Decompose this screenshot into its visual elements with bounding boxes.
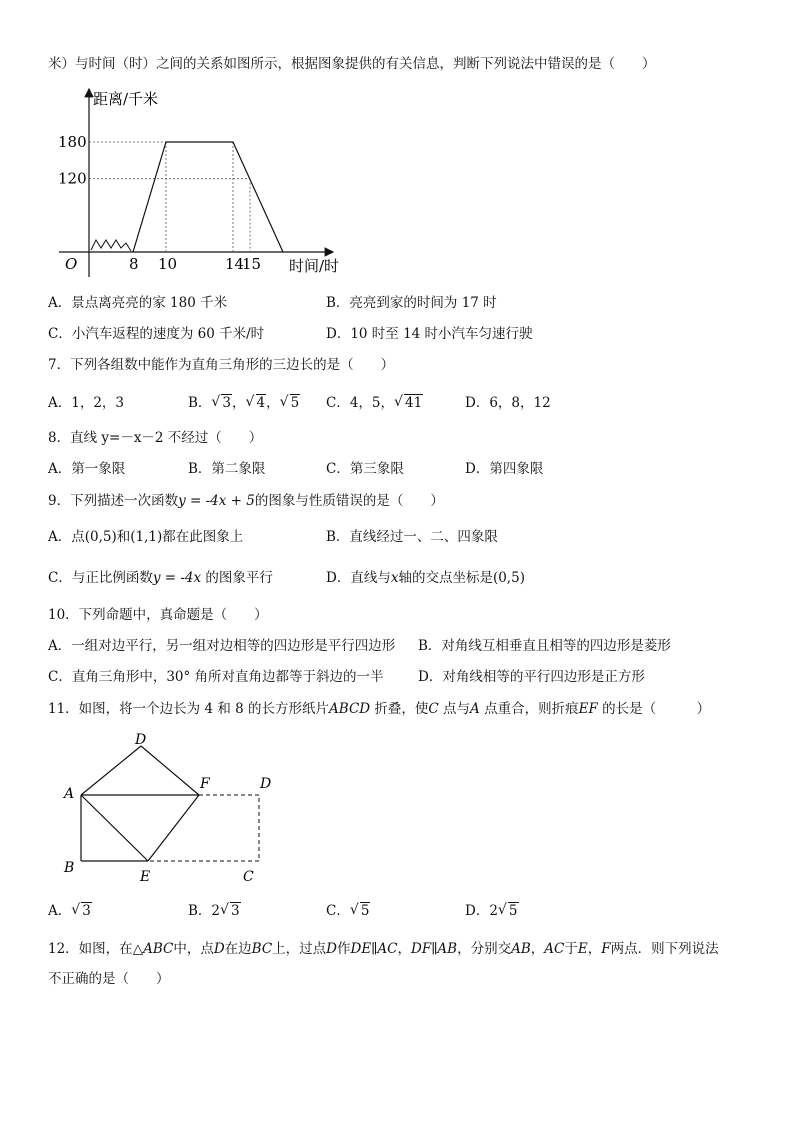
crease-ef xyxy=(148,795,199,861)
distance-series-line xyxy=(133,142,283,252)
q6-option-d[interactable]: D．10 时至 14 时小汽车匀速行驶 xyxy=(326,326,533,342)
q7-option-d[interactable]: D．6，8，12 xyxy=(465,395,551,411)
q11-option-a[interactable]: A．√ 3 xyxy=(48,902,92,920)
q11-option-b[interactable]: B．2√ 3 xyxy=(188,902,241,920)
y-axis-label: 距离/千米 xyxy=(93,90,159,108)
label-b: B xyxy=(64,860,75,876)
q12-stem-line1: 12．如图，在△ABC中，点D在边BC上，过点D作DE∥AC，DF∥AB，分别交AB，AC于E，F两点．则下列说法 xyxy=(48,941,719,957)
q9-option-b[interactable]: B．直线经过一、二、四象限 xyxy=(326,529,498,545)
y-tick-180: 180 xyxy=(58,133,87,151)
q12-stem-line2: 不正确的是（ ） xyxy=(48,971,170,987)
q10-option-d[interactable]: D．对角线相等的平行四边形是正方形 xyxy=(418,669,645,685)
axis-break xyxy=(91,240,131,251)
segment-ae xyxy=(81,795,148,861)
q9-option-c[interactable]: C．与正比例函数y = -4x 的图象平行 xyxy=(48,570,273,586)
original-rectangle-dashed xyxy=(148,795,259,861)
q6-option-a[interactable]: A．景点离亮亮的家 180 千米 xyxy=(48,295,228,311)
q11-stem: 11．如图，将一个边长为 4 和 8 的长方形纸片ABCD 折叠，使C 点与A 点重合，则折痕EF 的长是（ ） xyxy=(48,701,711,717)
q10-stem: 10．下列命题中，真命题是（ ） xyxy=(48,607,268,623)
q11-figure xyxy=(56,728,296,888)
q8-option-c[interactable]: C．第三象限 xyxy=(326,461,404,477)
q6-chart xyxy=(55,85,365,280)
x-axis-label: 时间/时 xyxy=(289,257,340,275)
y-tick-120: 120 xyxy=(58,169,87,188)
label-a: A xyxy=(64,786,75,802)
q6-stem-tail: 米）与时间（时）之间的关系如图所示，根据图象提供的有关信息，判断下列说法中错误的是（ ） xyxy=(48,56,656,72)
label-c: C xyxy=(243,869,254,885)
label-f: F xyxy=(200,776,210,792)
q10-option-a[interactable]: A．一组对边平行，另一组对边相等的四边形是平行四边形 xyxy=(48,638,396,654)
origin-label: O xyxy=(65,255,78,273)
x-tick-8: 8 xyxy=(129,255,139,273)
sqrt-3: √ 3 xyxy=(211,394,232,412)
label-e: E xyxy=(140,869,151,885)
q8-stem: 8．直线 y=－x－2 不经过（ ） xyxy=(48,430,263,446)
segment-df-fold xyxy=(141,746,199,795)
q7-option-b[interactable]: B．√ 3，√ 4，√ 5 xyxy=(188,394,300,412)
q8-option-b[interactable]: B．第二象限 xyxy=(188,461,266,477)
q11-option-c[interactable]: C．√ 5 xyxy=(326,902,370,920)
x-tick-14: 14 xyxy=(225,255,245,273)
q8-option-d[interactable]: D．第四象限 xyxy=(465,461,544,477)
q10-option-b[interactable]: B．对角线互相垂直且相等的四边形是菱形 xyxy=(418,638,671,654)
q10-option-c[interactable]: C．直角三角形中，30° 角所对直角边都等于斜边的一半 xyxy=(48,669,384,685)
q7-stem: 7．下列各组数中能作为直角三角形的三边长的是（ ） xyxy=(48,357,395,373)
q9-option-d[interactable]: D．直线与x轴的交点坐标是(0,5) xyxy=(326,570,525,586)
q7-option-c[interactable]: C．4，5，√ 41 xyxy=(326,394,423,412)
q6-option-c[interactable]: C．小汽车返程的速度为 60 千米/时 xyxy=(48,326,265,342)
sqrt-5: √ 5 xyxy=(280,394,301,412)
label-d-top: D xyxy=(135,732,147,748)
x-tick-10: 10 xyxy=(158,255,178,273)
segment-ad-fold xyxy=(81,746,141,795)
q7-option-a[interactable]: A．1，2，3 xyxy=(48,395,125,411)
label-d-right: D xyxy=(260,776,272,792)
q9-option-a[interactable]: A．点(0,5)和(1,1)都在此图象上 xyxy=(48,529,244,545)
x-tick-15: 15 xyxy=(242,255,262,273)
q9-stem: 9．下列描述一次函数y = -4x + 5的图象与性质错误的是（ ） xyxy=(48,493,444,509)
q6-option-b[interactable]: B．亮亮到家的时间为 17 时 xyxy=(326,295,497,311)
sqrt-41: √ 41 xyxy=(394,394,423,412)
q11-option-d[interactable]: D．2√ 5 xyxy=(465,902,519,920)
q8-option-a[interactable]: A．第一象限 xyxy=(48,461,126,477)
sqrt-4: √ 4 xyxy=(246,394,267,412)
